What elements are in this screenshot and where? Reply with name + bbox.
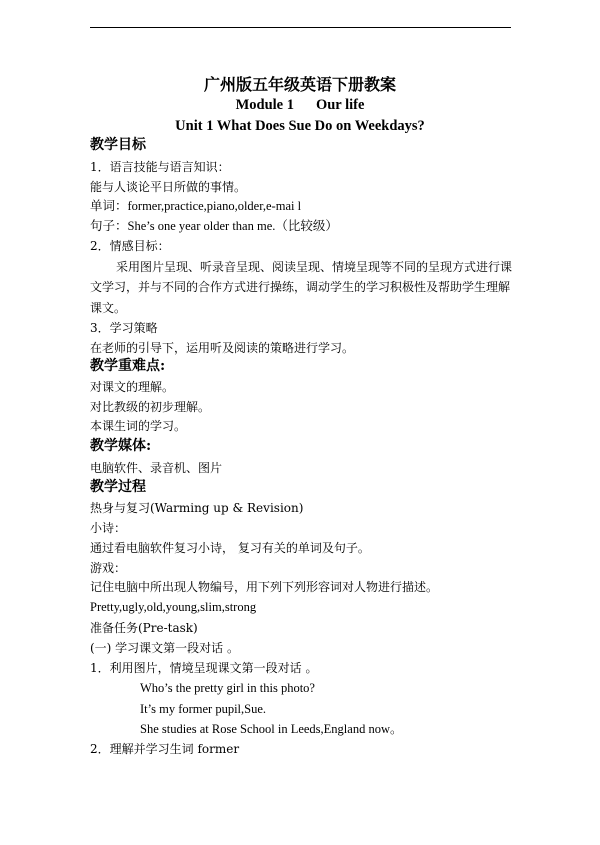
objective-item-3-text: 在老师的引导下，运用听及阅读的策略进行学习。: [90, 341, 355, 355]
game-label: 游戏：: [90, 561, 127, 575]
dialog-line-3: She studies at Rose School in Leeds,England now。: [140, 722, 403, 736]
vocabulary-line: 单词：former,practice,piano,older,e-mai l: [90, 199, 302, 213]
objective-item-1: 1．语言技能与语言知识：: [90, 160, 230, 174]
key-point-1: 对课文的理解。: [90, 380, 175, 394]
step-2-line: 2．理解并学习生词 former: [90, 742, 240, 756]
objective-item-2-text-3: 课文。: [90, 301, 127, 315]
game-text: 记住电脑中所出现人物编号，用下列下列形容词对人物进行描述。: [90, 580, 439, 594]
module-name: Our life: [315, 97, 365, 113]
dialog-line-1: Who’s the pretty girl in this photo?: [140, 681, 315, 695]
poem-label: 小诗：: [90, 521, 127, 535]
warmup-line: 热身与复习(Warming up & Revision): [90, 501, 304, 515]
objective-item-2: 2．情感目标：: [90, 239, 170, 253]
part-1-line: (一) 学习课文第一段对话 。: [90, 641, 239, 655]
objective-item-3: 3．学习策略: [90, 321, 158, 335]
key-points-heading: 教学重难点:: [90, 358, 166, 374]
document-title: 广州版五年级英语下册教案: [203, 75, 396, 94]
poem-text: 通过看电脑软件复习小诗， 复习有关的单词及句子。: [90, 541, 370, 555]
unit-title: Unit 1 What Does Sue Do on Weekdays?: [175, 118, 425, 134]
module-label: Module 1: [235, 97, 294, 113]
objective-item-2-text-1: 采用图片呈现、听录音呈现、阅读呈现、情境呈现等不同的呈现方式进行课: [116, 260, 513, 274]
pretask-line: 准备任务(Pre-task): [90, 621, 198, 635]
objectives-heading: 教学目标: [90, 137, 146, 153]
media-heading: 教学媒体:: [90, 438, 152, 454]
objective-item-2-text-2: 文学习，并与不同的合作方式进行操练，调动学生的学习积极性及帮助学生理解: [90, 280, 511, 294]
media-text: 电脑软件、录音机、图片: [90, 461, 223, 475]
sentence-line: 句子：She’s one year older than me.（比较级）: [90, 219, 338, 233]
dialog-line-2: It’s my former pupil,Sue.: [140, 702, 267, 716]
process-heading: 教学过程: [90, 479, 146, 495]
module-title: [0, 96, 600, 115]
key-point-2: 对比教级的初步理解。: [90, 400, 211, 414]
key-point-3: 本课生词的学习。: [90, 419, 187, 433]
adjectives-line: Pretty,ugly,old,young,slim,strong: [90, 600, 257, 614]
header-rule: [90, 27, 511, 28]
step-1-line: 1．利用图片，情境呈现课文第一段对话 。: [90, 661, 318, 675]
objective-item-1-desc: 能与人谈论平日所做的事情。: [90, 180, 247, 194]
